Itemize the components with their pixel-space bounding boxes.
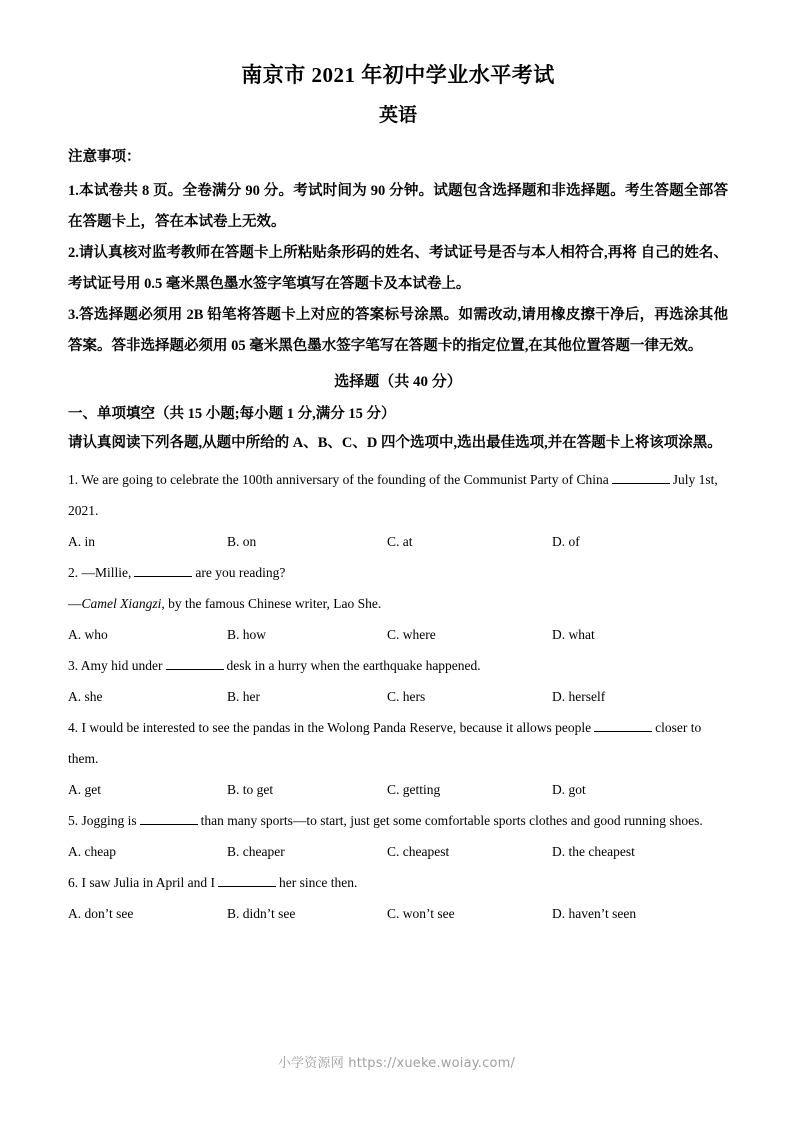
question-6-option-a[interactable]: A. don’t see	[68, 906, 134, 921]
question-1	[68, 464, 728, 557]
question-3-stem	[68, 650, 728, 681]
question-6-stem-before: I saw Julia in April and I	[81, 875, 215, 890]
question-5-options	[68, 836, 728, 867]
question-4-stem-before: I would be interested to see the pandas in the Wolong Panda Reserve, because it allows people	[81, 720, 592, 735]
question-5-option-d[interactable]: D. the cheapest	[552, 844, 635, 859]
notice-item-1: 1.本试卷共 8 页。全卷满分 90 分。考试时间为 90 分钟。试题包含选择题和非选择题。考生答题全部答在答题卡上，答在本试卷上无效。	[68, 183, 728, 230]
question-5-stem	[68, 805, 728, 836]
question-2-blank	[134, 564, 192, 577]
question-1-option-b[interactable]: B. on	[227, 534, 257, 549]
question-2-option-b[interactable]: B. how	[227, 627, 267, 642]
choice-section-heading: 选择题（共 40 分）	[334, 374, 462, 390]
page-content	[68, 60, 728, 929]
question-4-stem	[68, 712, 728, 774]
question-5-option-c[interactable]: C. cheapest	[387, 844, 450, 859]
notice-block	[68, 146, 728, 362]
question-4-options	[68, 774, 728, 805]
notice-label: 注意事项：	[68, 149, 141, 165]
question-3-option-a[interactable]: A. she	[68, 689, 103, 704]
question-3-stem-before: Amy hid under	[80, 658, 163, 673]
question-3-option-c[interactable]: C. hers	[387, 689, 426, 704]
question-2-number: 2.	[68, 565, 79, 580]
question-3-blank	[166, 657, 224, 670]
page-title: 南京市 2021 年初中学业水平考试	[241, 63, 555, 87]
question-2-option-a[interactable]: A. who	[68, 627, 108, 642]
question-3-stem-after: desk in a hurry when the earthquake happened.	[226, 658, 481, 673]
question-3	[68, 650, 728, 712]
question-1-stem-before: We are going to celebrate the 100th anniversary of the founding of the Communist Party of China	[81, 472, 609, 487]
question-2-options	[68, 619, 728, 650]
question-6-stem	[68, 867, 728, 898]
part-one-instruction: 请认真阅读下列各题,从题中所给的 A、B、C、D 四个选项中,选出最佳选项,并在答题卡上将该项涂黑。	[68, 435, 722, 451]
notice-item-3: 3.答选择题必须用 2B 铅笔将答题卡上对应的答案标号涂黑。如需改动,请用橡皮擦干净后，再选涂其他答案。答非选择题必须用 05 毫米黑色墨水签字笔写在答题卡的指定位置,在其他位置答题一律无效。	[68, 307, 728, 354]
watermark: 小学资源网 https://xueke.woiay.com/	[277, 1056, 516, 1071]
question-5-blank	[140, 812, 198, 825]
question-1-blank	[612, 471, 670, 484]
question-1-stem-after: July 1st, 2021.	[68, 472, 718, 518]
question-5-number: 5.	[68, 813, 79, 828]
question-3-options	[68, 681, 728, 712]
question-2-stem-line2	[68, 588, 728, 619]
question-2	[68, 557, 728, 650]
question-5-option-a[interactable]: A. cheap	[68, 844, 116, 859]
question-4-blank	[594, 719, 652, 732]
question-2-stem-line2-rest: , by the famous Chinese writer, Lao She.	[161, 596, 382, 611]
question-4	[68, 712, 728, 805]
question-4-option-c[interactable]: C. getting	[387, 782, 441, 797]
question-4-number: 4.	[68, 720, 79, 735]
question-6-option-c[interactable]: C. won’t see	[387, 906, 455, 921]
question-4-option-d[interactable]: D. got	[552, 782, 586, 797]
question-2-dash: —	[68, 596, 82, 611]
question-2-book-title: Camel Xiangzi	[81, 596, 162, 611]
question-5-option-b[interactable]: B. cheaper	[227, 844, 285, 859]
question-4-option-a[interactable]: A. get	[68, 782, 101, 797]
question-6-option-d[interactable]: D. haven’t seen	[552, 906, 637, 921]
question-1-stem	[68, 464, 728, 526]
page-subtitle: 英语	[378, 105, 417, 126]
notice-item-2: 2.请认真核对监考教师在答题卡上所粘贴条形码的姓名、考试证号是否与本人相符合,再将 自己的姓名、考试证号用 0.5 毫米黑色墨水签字笔填写在答题卡及本试卷上。	[68, 245, 728, 292]
question-2-stem-after: are you reading?	[195, 565, 286, 580]
question-5-stem-after: than many sports—to start, just get some comfortable sports clothes and good running shoes.	[200, 813, 703, 828]
question-1-option-c[interactable]: C. at	[387, 534, 413, 549]
question-1-number: 1.	[68, 472, 79, 487]
question-1-option-a[interactable]: A. in	[68, 534, 95, 549]
question-3-number: 3.	[68, 658, 79, 673]
question-6-stem-after: her since then.	[278, 875, 358, 890]
question-1-option-d[interactable]: D. of	[552, 534, 580, 549]
question-5-stem-before: Jogging is	[81, 813, 137, 828]
question-6-options	[68, 898, 728, 929]
question-6-option-b[interactable]: B. didn’t see	[227, 906, 296, 921]
question-4-option-b[interactable]: B. to get	[227, 782, 274, 797]
question-2-option-c[interactable]: C. where	[387, 627, 436, 642]
question-2-option-d[interactable]: D. what	[552, 627, 595, 642]
part-one-heading: 一、单项填空（共 15 小题;每小题 1 分,满分 15 分）	[68, 406, 396, 422]
question-6-number: 6.	[68, 875, 79, 890]
question-2-stem	[68, 557, 728, 588]
question-4-stem-after: closer to them.	[68, 720, 702, 766]
question-6-blank	[218, 874, 276, 887]
question-3-option-b[interactable]: B. her	[227, 689, 260, 704]
question-2-stem-before: —Millie,	[81, 565, 132, 580]
question-1-options	[68, 526, 728, 557]
question-3-option-d[interactable]: D. herself	[552, 689, 606, 704]
question-6	[68, 867, 728, 929]
question-5	[68, 805, 728, 867]
